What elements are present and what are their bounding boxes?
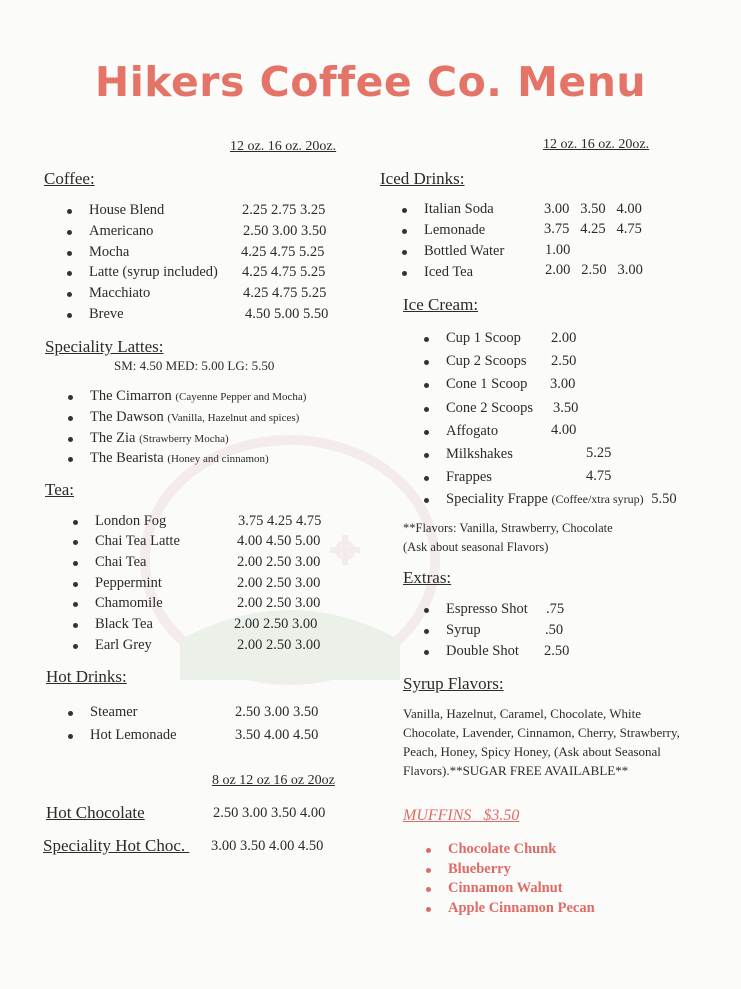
ice-cream-item-price: 2.50 <box>551 353 577 369</box>
tea-item-name: Peppermint <box>95 575 162 591</box>
tea-item-prices: 2.00 2.50 3.00 <box>237 637 321 653</box>
hot-chocolate-name: Hot Chocolate <box>46 803 145 822</box>
tea-item-name: Chamomile <box>95 595 163 611</box>
ice-cream-item-name: Affogato <box>446 423 499 439</box>
hot-drink-item-name: Hot Lemonade <box>90 727 177 743</box>
tea-item-name: Black Tea <box>95 616 153 632</box>
ice-cream-item-price: 2.00 <box>551 330 577 346</box>
tea-item-name: Earl Grey <box>95 637 152 653</box>
tea-item-prices: 2.00 2.50 3.00 <box>234 616 318 632</box>
iced-item-name: Bottled Water <box>424 243 505 259</box>
hot-drink-item-prices: 2.50 3.00 3.50 <box>235 704 319 720</box>
iced-item-prices: 3.00 3.50 4.00 <box>544 201 642 217</box>
coffee-item-name: Macchiato <box>89 285 151 301</box>
ice-cream-item-name: Cup 2 Scoops <box>446 353 527 369</box>
latte-item-name: The Bearista <box>90 450 164 466</box>
extra-item-price: .50 <box>545 622 564 638</box>
ice-cream-item-name: Cone 1 Scoop <box>446 376 528 392</box>
iced-item-prices: 1.00 <box>545 242 571 258</box>
tea-item-name: Chai Tea Latte <box>95 533 180 549</box>
ice-cream-item-name: Cone 2 Scoops <box>446 400 533 416</box>
ice-cream-item-price: 4.75 <box>586 468 612 484</box>
coffee-item-prices: 4.25 4.75 5.25 <box>242 264 326 280</box>
seasonal-note: (Ask about seasonal Flavors) <box>403 540 549 554</box>
ice-cream-item-price: 3.00 <box>550 376 576 392</box>
latte-item-desc: (Honey and cinnamon) <box>167 453 269 465</box>
latte-item-desc: (Strawberry Mocha) <box>139 433 229 445</box>
extra-item-name: Double Shot <box>446 643 519 659</box>
speciality-hot-choc-prices: 3.00 3.50 4.00 4.50 <box>211 838 324 854</box>
iced-heading: Iced Drinks: <box>380 169 465 188</box>
hot-chocolate-prices: 2.50 3.00 3.50 4.00 <box>213 805 326 821</box>
coffee-item-name: Americano <box>89 223 154 239</box>
ice-cream-item-name: Cup 1 Scoop <box>446 330 521 346</box>
extra-item-name: Syrup <box>446 622 481 638</box>
speciality-frappe-price: 5.50 <box>651 491 677 507</box>
tea-item-name: Chai Tea <box>95 554 147 570</box>
speciality-frappe <box>446 491 677 508</box>
coffee-item-prices: 2.25 2.75 3.25 <box>242 202 326 218</box>
speciality-frappe-name: Speciality Frappe <box>446 491 548 507</box>
muffin-item: Apple Cinnamon Pecan <box>448 900 595 916</box>
latte-item-name: The Dawson <box>90 409 164 425</box>
page-title: Hikers Coffee Co. Menu <box>94 58 647 106</box>
ice-cream-heading: Ice Cream: <box>403 295 479 314</box>
latte-item <box>90 409 299 426</box>
latte-item <box>90 430 229 447</box>
iced-item-prices: 2.00 2.50 3.00 <box>545 262 643 278</box>
tea-heading: Tea: <box>45 480 75 499</box>
flavors-note: **Flavors: Vanilla, Strawberry, Chocolate <box>403 521 613 535</box>
syrup-heading: Syrup Flavors: <box>403 674 504 693</box>
ice-cream-item-price: 3.50 <box>553 400 579 416</box>
muffin-item: Blueberry <box>448 861 511 877</box>
speciality-hot-choc-name: Speciality Hot Choc. <box>43 836 190 855</box>
extra-item-price: .75 <box>546 601 565 617</box>
latte-item-name: The Cimarron <box>90 388 172 404</box>
ice-cream-item-name: Frappes <box>446 469 492 485</box>
tea-item-name: London Fog <box>95 513 167 529</box>
muffin-item: Chocolate Chunk <box>448 841 557 857</box>
coffee-heading: Coffee: <box>44 169 95 188</box>
tea-item-prices: 2.00 2.50 3.00 <box>237 595 321 611</box>
coffee-item-name: Latte (syrup included) <box>89 264 218 280</box>
hot-drink-item-name: Steamer <box>90 704 138 720</box>
coffee-item-prices: 4.50 5.00 5.50 <box>245 306 329 322</box>
hot-drink-item-prices: 3.50 4.00 4.50 <box>235 727 319 743</box>
tea-item-prices: 2.00 2.50 3.00 <box>237 554 321 570</box>
ice-cream-item-price: 4.00 <box>551 422 577 438</box>
hot-drinks-heading: Hot Drinks: <box>46 667 127 686</box>
size-header-left: 12 oz. 16 oz. 20oz. <box>230 139 337 154</box>
tea-item-prices: 4.00 4.50 5.00 <box>237 533 321 549</box>
coffee-item-name: House Blend <box>89 202 165 218</box>
lattes-heading: Speciality Lattes: <box>45 337 164 356</box>
coffee-item-prices: 2.50 3.00 3.50 <box>243 223 327 239</box>
ice-cream-item-name: Milkshakes <box>446 446 513 462</box>
iced-item-name: Iced Tea <box>424 264 474 280</box>
coffee-item-prices: 4.25 4.75 5.25 <box>241 244 325 260</box>
iced-item-name: Italian Soda <box>424 201 494 217</box>
size-header-right: 12 oz. 16 oz. 20oz. <box>543 137 650 152</box>
latte-item-desc: (Vanilla, Hazelnut and spices) <box>167 412 300 424</box>
coffee-item-name: Mocha <box>89 244 130 260</box>
tea-item-prices: 2.00 2.50 3.00 <box>237 575 321 591</box>
extras-heading: Extras: <box>403 568 452 587</box>
extra-item-name: Espresso Shot <box>446 601 528 617</box>
extra-item-price: 2.50 <box>544 643 570 659</box>
iced-item-name: Lemonade <box>424 222 486 238</box>
latte-item <box>90 450 269 467</box>
tea-item-prices: 3.75 4.25 4.75 <box>238 513 322 529</box>
coffee-item-prices: 4.25 4.75 5.25 <box>243 285 327 301</box>
coffee-item-name: Breve <box>89 306 124 322</box>
latte-item-name: The Zia <box>90 430 136 446</box>
lattes-sizes: SM: 4.50 MED: 5.00 LG: 5.50 <box>114 358 275 373</box>
syrup-flavors-text: Vanilla, Hazelnut, Caramel, Chocolate, White Chocolate, Lavender, Cinnamon, Cherry, Strawberry, Peach, Honey, Spicy Honey, (Ask about Seasonal Flavors).**SUGAR FREE AVAILABLE** <box>403 706 680 778</box>
speciality-frappe-desc: (Coffee/xtra syrup) <box>551 492 644 506</box>
latte-item-desc: (Cayenne Pepper and Mocha) <box>175 391 307 403</box>
ice-cream-item-price: 5.25 <box>586 445 612 461</box>
muffins-heading: MUFFINS $3.50 <box>403 807 520 824</box>
iced-item-prices: 3.75 4.25 4.75 <box>544 221 642 237</box>
muffin-item: Cinnamon Walnut <box>448 880 563 896</box>
chocolate-size-header: 8 oz 12 oz 16 oz 20oz <box>212 773 335 788</box>
latte-item <box>90 388 306 405</box>
